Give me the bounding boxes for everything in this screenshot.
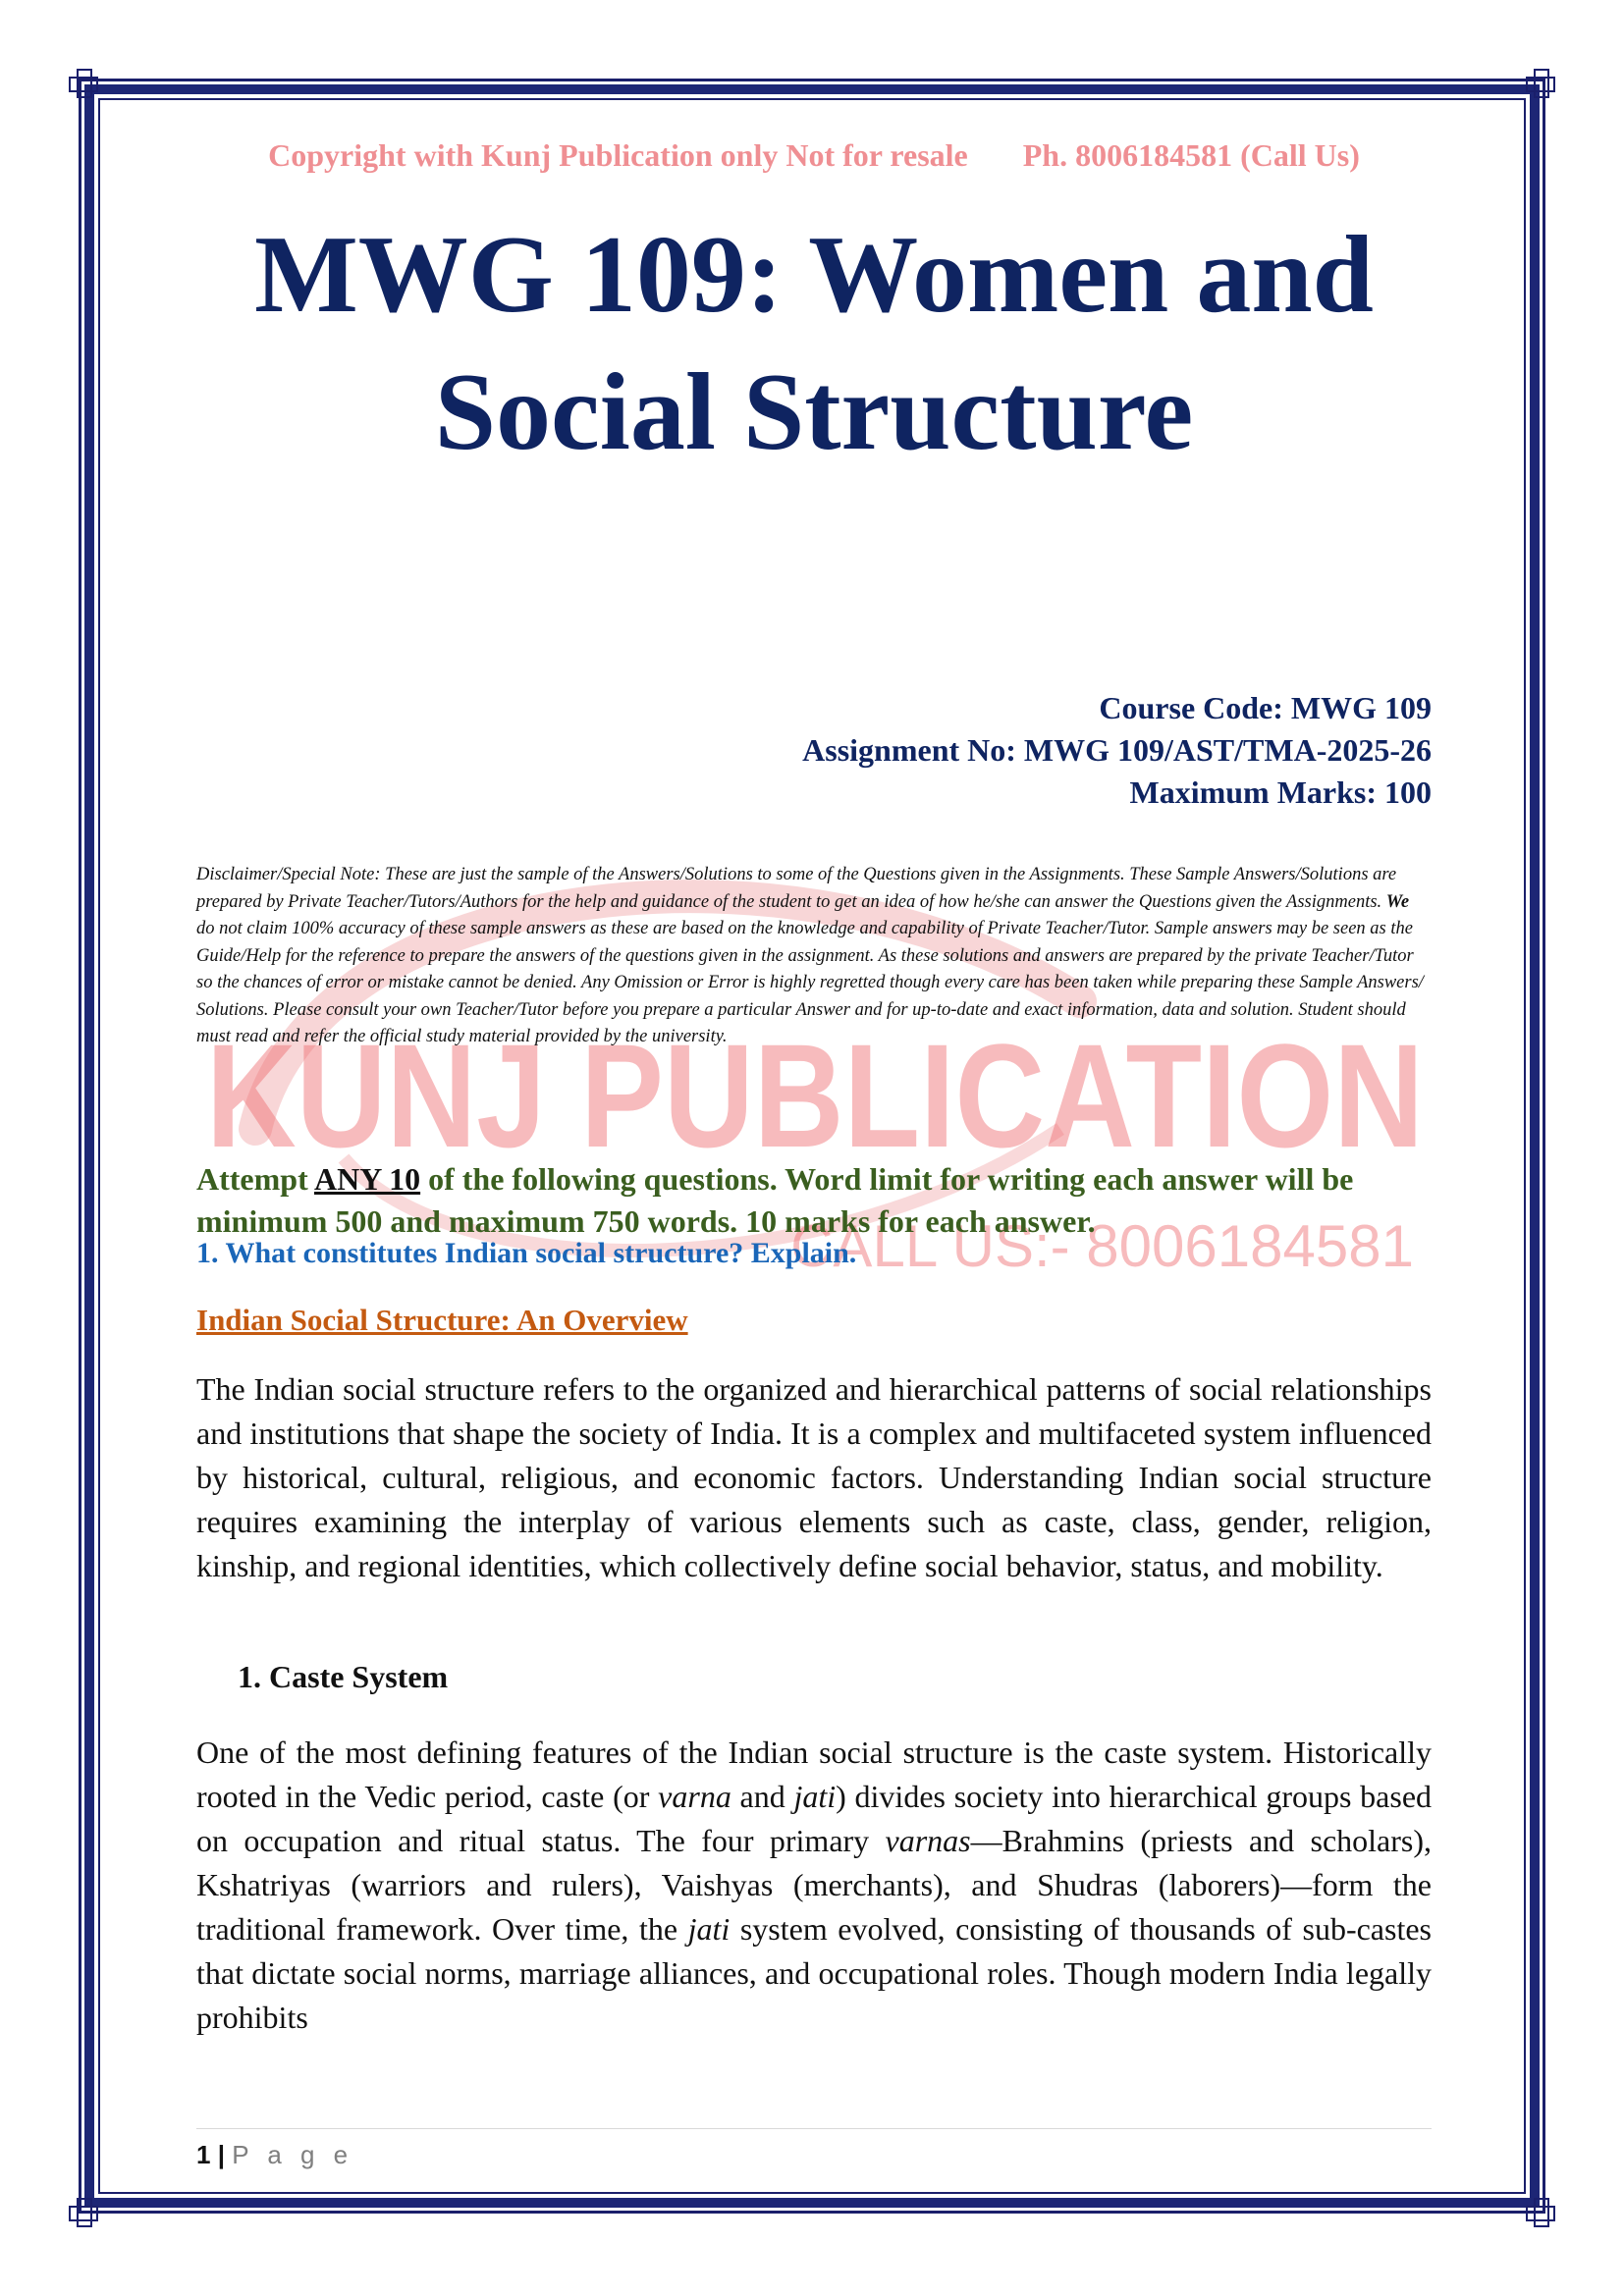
para2-text-5: system evolved, consisting of thousands of sub-castes that dictate social norms, marriage alliances, and occupational roles. Though modern India legally prohibits [196, 1911, 1433, 2035]
maximum-marks: Maximum Marks: 100 [1129, 774, 1432, 810]
para2-italic-jati-2: jati [687, 1911, 731, 1947]
instruction-before: Attempt [196, 1161, 314, 1197]
para2-text-2: and [731, 1779, 794, 1814]
instruction-after: of the following questions. Word limit for writing each answer will be minimum 500 and maximum 750 words. 10 marks for each answer. [196, 1161, 1354, 1239]
phone-text: Ph. 8006184581 (Call Us) [1022, 137, 1360, 173]
paragraph-caste [196, 1731, 1432, 2040]
disclaimer-we: We [1385, 891, 1410, 912]
watermark-call: CALL US:- 8006184581 [790, 1213, 1414, 1279]
list-item-caste-system: 1. Caste System [238, 1659, 449, 1694]
page-number: 1 [196, 2140, 211, 2169]
title-line-1: MWG 109: Women and [254, 214, 1374, 336]
copyright-header [196, 137, 1432, 174]
instruction-text [196, 1158, 1432, 1243]
assignment-number: Assignment No: MWG 109/AST/TMA-2025-26 [802, 732, 1432, 768]
page-footer [196, 2140, 353, 2170]
page-label: P a g e [232, 2140, 354, 2169]
watermark-brand: KUNJ PUBLICATION [206, 1013, 1424, 1178]
question-1: 1. What constitutes Indian social structure? Explain. [196, 1237, 857, 1269]
copyright-text: Copyright with Kunj Publication only Not for resale [268, 137, 968, 173]
title-line-2: Social Structure [434, 351, 1194, 473]
corner-ornament-bottom-left [69, 2198, 98, 2227]
para2-text-4: —Brahmins (priests and scholars), Kshatriyas (warriors and rulers), Vaishyas (merchants), and Shudras (laborers)—form the traditional framework. Over time, the [196, 1823, 1433, 1947]
para2-text-1: One of the most defining features of the Indian social structure is the caste system. Historically rooted in the Vedic period, caste (or [196, 1735, 1432, 1814]
corner-ornament-bottom-right [1526, 2198, 1555, 2227]
corner-ornament-top-left [69, 69, 98, 98]
instruction-emphasis: ANY 10 [313, 1161, 421, 1197]
section-subheading: Indian Social Structure: An Overview [196, 1303, 688, 1337]
footer-separator: | [217, 2140, 225, 2169]
para2-italic-varnas: varnas [885, 1823, 971, 1858]
course-code: Course Code: MWG 109 [1099, 690, 1432, 725]
disclaimer-note [196, 862, 1432, 1051]
footer-divider [196, 2128, 1432, 2129]
document-title [196, 206, 1432, 481]
para2-text-3: ) divides society into hierarchical groups based on occupation and ritual status. The four primary [196, 1779, 1433, 1858]
para2-italic-jati: jati [793, 1779, 837, 1814]
para2-italic-varna: varna [658, 1779, 731, 1814]
corner-ornament-top-right [1526, 69, 1555, 98]
disclaimer-part-2: do not claim 100% accuracy of these sample answers as these are based on the knowledge and capability of Private Teacher/Tutor. Sample answers may be seen as the Guide/Help for the reference to prepare the answers of the questions given in the assignment. As these solutions and answers are prepared by the private Teacher/Tutor so the chances of error or mistake cannot be denied. Any Omission or Error is highly regretted though every care has been taken while preparing these Sample Answers/ Solutions. Please consult your own Teacher/Tutor before you prepare a particular Answer and for up-to-date and exact information, data and solution. Student should must read and refer the official study material provided by the university. [196, 919, 1424, 1046]
paragraph-overview: The Indian social structure refers to the organized and hierarchical patterns of social relationships and institutions that shape the society of India. It is a complex and multifaceted system influenced by historical, cultural, religious, and economic factors. Understanding Indian social structure requires examining the interplay of various elements such as caste, class, gender, religion, kinship, and regional identities, which collectively define social behavior, status, and mobility. [196, 1371, 1432, 1583]
course-info [196, 687, 1432, 814]
disclaimer-part-1: Disclaimer/Special Note: These are just the sample of the Answers/Solutions to some of the Questions given in the Assignments. These Sample Answers/Solutions are prepared by Private Teacher/Tutors/Authors for the help and guidance of the student to get an idea of how he/she can answer the Questions given the Assignments. [196, 865, 1397, 912]
